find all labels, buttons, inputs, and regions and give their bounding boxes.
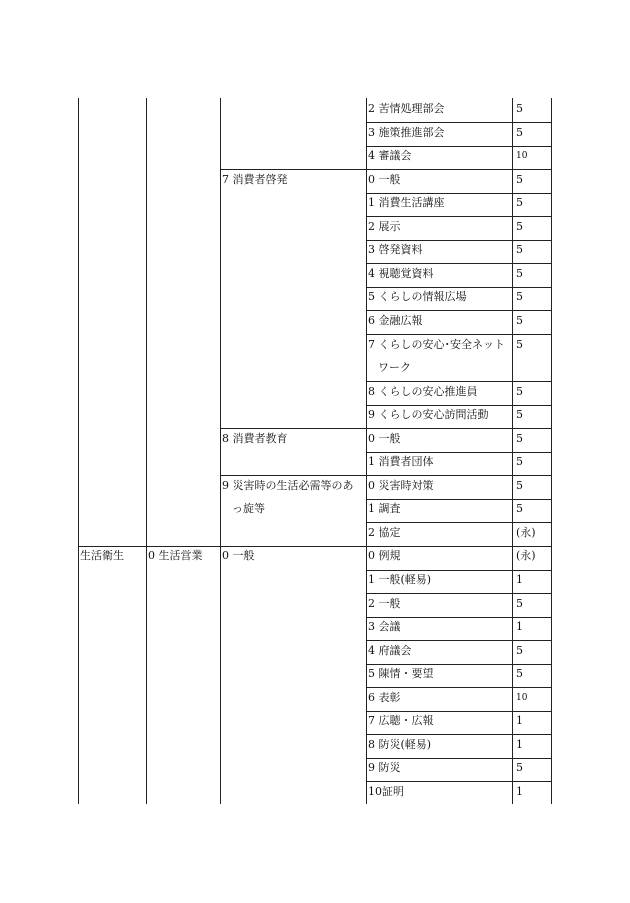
cell-col5-row-14: 5 <box>516 431 523 445</box>
cell-col5-row-20: 1 <box>516 573 523 586</box>
cell-col5-row-2: 10 <box>516 151 528 162</box>
cell-col4-row-19: 0 例規 <box>368 549 401 563</box>
cell-col5-row-7: 5 <box>516 266 523 280</box>
cell-col4-row-7: 4 視聴覚資料 <box>368 266 434 280</box>
cell-col5-row-22: 1 <box>516 620 523 634</box>
cell-col5-row-9: 5 <box>516 313 523 327</box>
cell-col5-row-16: 5 <box>516 478 523 492</box>
row-line-18 <box>366 522 551 523</box>
cell-col4-row-11: ワーク <box>378 361 411 375</box>
cell-col5-row-3: 5 <box>516 172 523 186</box>
row-line-14 <box>220 428 551 429</box>
cell-col3-row-16: 9 災害時の生活必需等のあ <box>222 478 354 492</box>
cell-col4-row-10: 7 くらしの安心･安全ネット <box>368 337 505 351</box>
cell-col4-row-29: 10証明 <box>368 784 404 798</box>
cell-col5-row-28: 5 <box>516 761 523 775</box>
cell-col5-row-26: 1 <box>516 714 523 728</box>
column-line-5 <box>512 98 513 804</box>
column-line-4 <box>366 98 367 804</box>
cell-col4-row-23: 4 府議会 <box>368 643 412 657</box>
cell-col4-row-4: 1 消費生活講座 <box>368 196 445 210</box>
cell-col4-row-18: 2 協定 <box>368 525 401 539</box>
cell-col5-row-25: 10 <box>516 692 528 703</box>
row-line-6 <box>366 240 551 241</box>
cell-col5-row-27: 1 <box>516 737 523 751</box>
cell-col5-row-10: 5 <box>516 337 523 351</box>
row-line-25 <box>366 687 551 688</box>
row-line-16 <box>220 475 551 476</box>
row-line-5 <box>366 216 551 217</box>
row-line-1 <box>366 122 551 123</box>
cell-col4-row-8: 5 くらしの情報広場 <box>368 290 467 304</box>
row-line-21 <box>366 593 551 594</box>
cell-col4-row-28: 9 防災 <box>368 761 401 775</box>
row-line-28 <box>366 758 551 759</box>
cell-col4-row-24: 5 陳情・要望 <box>368 667 434 681</box>
cell-col5-row-29: 1 <box>516 784 523 798</box>
cell-col2-row-19: 0 生活営業 <box>148 549 203 563</box>
cell-col5-row-23: 5 <box>516 643 523 657</box>
cell-col4-row-16: 0 災害時対策 <box>368 478 434 492</box>
column-line-2 <box>146 98 147 804</box>
cell-col5-row-13: 5 <box>516 408 523 422</box>
column-line-6 <box>551 98 552 804</box>
row-line-23 <box>366 640 551 641</box>
row-line-15 <box>366 452 551 453</box>
cell-col5-row-24: 5 <box>516 667 523 681</box>
cell-col4-row-15: 1 消費者団体 <box>368 455 434 469</box>
cell-col3-row-3: 7 消費者啓発 <box>222 172 288 186</box>
row-line-20 <box>366 570 551 571</box>
cell-col4-row-5: 2 展示 <box>368 219 401 233</box>
cell-col5-row-1: 5 <box>516 125 523 139</box>
cell-col5-row-6: 5 <box>516 243 523 257</box>
row-line-29 <box>366 781 551 782</box>
row-line-2 <box>366 146 551 147</box>
cell-col3-row-14: 8 消費者教育 <box>222 431 288 445</box>
cell-col4-row-14: 0 一般 <box>368 431 401 445</box>
cell-col4-row-17: 1 調査 <box>368 502 401 516</box>
cell-col4-row-20: 1 一般(軽易) <box>368 573 432 586</box>
cell-col5-row-4: 5 <box>516 196 523 210</box>
cell-col1-row-19: 生活衛生 <box>80 549 124 563</box>
row-line-7 <box>366 263 551 264</box>
row-line-3 <box>220 169 551 170</box>
cell-col4-row-6: 3 啓発資料 <box>368 243 423 257</box>
row-line-10 <box>366 334 551 335</box>
row-line-9 <box>366 310 551 311</box>
cell-col5-row-15: 5 <box>516 455 523 469</box>
cell-col4-row-12: 8 くらしの安心推進員 <box>368 384 478 398</box>
row-line-24 <box>366 664 551 665</box>
cell-col3-row-19: 0 一般 <box>222 549 255 563</box>
cell-col4-row-9: 6 金融広報 <box>368 313 423 327</box>
cell-col4-row-0: 2 苦情処理部会 <box>368 102 445 115</box>
row-line-17 <box>366 499 551 500</box>
cell-col5-row-17: 5 <box>516 502 523 516</box>
cell-col5-row-8: 5 <box>516 290 523 304</box>
column-line-3 <box>220 98 221 804</box>
column-line-1 <box>78 98 79 804</box>
row-line-26 <box>366 711 551 712</box>
cell-col4-row-26: 7 広聴・広報 <box>368 714 434 728</box>
row-line-12 <box>366 381 551 382</box>
row-line-19 <box>78 546 551 547</box>
cell-col4-row-13: 9 くらしの安心訪問活動 <box>368 408 489 422</box>
cell-col4-row-1: 3 施策推進部会 <box>368 125 445 139</box>
cell-col5-row-5: 5 <box>516 219 523 233</box>
cell-col4-row-21: 2 一般 <box>368 596 401 610</box>
cell-col5-row-21: 5 <box>516 596 523 610</box>
row-line-4 <box>366 193 551 194</box>
cell-col4-row-2: 4 審議会 <box>368 149 412 163</box>
cell-col4-row-22: 3 会議 <box>368 620 401 634</box>
cell-col5-row-18: (永) <box>516 525 536 539</box>
row-line-8 <box>366 287 551 288</box>
cell-col4-row-25: 6 表彰 <box>368 690 401 704</box>
row-line-13 <box>366 405 551 406</box>
cell-col4-row-27: 8 防災(軽易) <box>368 737 432 751</box>
row-line-22 <box>366 617 551 618</box>
cell-col5-row-0: 5 <box>516 102 523 115</box>
cell-col3-row-17: っ旋等 <box>232 502 265 516</box>
row-line-27 <box>366 734 551 735</box>
cell-col5-row-12: 5 <box>516 384 523 398</box>
cell-col4-row-3: 0 一般 <box>368 172 401 186</box>
cell-col5-row-19: (永) <box>516 549 536 563</box>
